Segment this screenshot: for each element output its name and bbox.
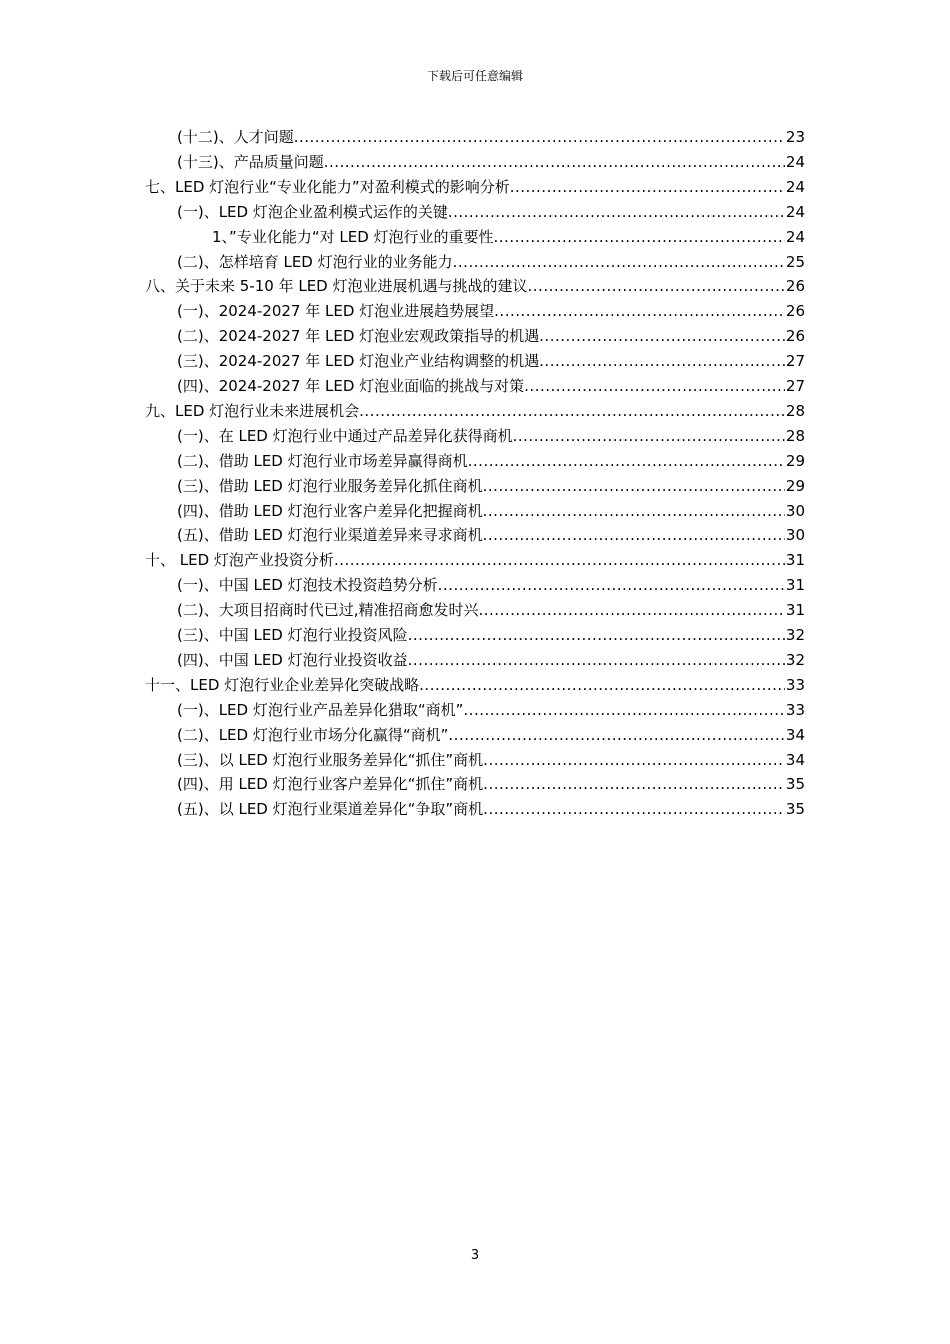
toc-entry[interactable] xyxy=(177,324,805,349)
toc-dot-leader xyxy=(494,225,785,250)
toc-entry-title: (三)、借助 LED 灯泡行业服务差异化抓住商机 xyxy=(177,476,483,495)
toc-dot-leader xyxy=(483,499,785,524)
toc-entry-page: 28 xyxy=(785,401,805,420)
toc-entry-page: 32 xyxy=(785,626,805,644)
toc-entry-title: (二)、2024-2027 年 LED 灯泡业宏观政策指导的机遇 xyxy=(177,327,540,346)
toc-entry-page: 34 xyxy=(785,725,805,744)
page-number: 3 xyxy=(470,1248,480,1263)
toc-entry-page: 24 xyxy=(785,202,805,221)
toc-entry-title: (四)、借助 LED 灯泡行业客户差异化把握商机 xyxy=(177,501,483,520)
toc-entry-title: 1、”专业化能力“对 LED 灯泡行业的重要性 xyxy=(212,227,494,246)
toc-dot-leader xyxy=(408,623,785,648)
toc-entry[interactable] xyxy=(177,499,805,524)
toc-entry[interactable] xyxy=(177,698,805,723)
toc-entry-title: (五)、以 LED 灯泡行业渠道差异化“争取”商机 xyxy=(177,800,484,819)
toc-entry-title: (二)、借助 LED 灯泡行业市场差异赢得商机 xyxy=(177,451,468,470)
toc-entry[interactable] xyxy=(177,573,805,598)
toc-entry-title: 七、LED 灯泡行业“专业化能力”对盈利模式的影响分析 xyxy=(145,177,510,196)
toc-dot-leader xyxy=(513,424,785,449)
toc-entry-page: 34 xyxy=(785,750,805,769)
toc-dot-leader xyxy=(408,648,785,673)
toc-entry-page: 30 xyxy=(785,526,805,545)
toc-entry-page: 30 xyxy=(785,501,805,520)
toc-entry-title: (三)、以 LED 灯泡行业服务差异化“抓住”商机 xyxy=(177,750,484,769)
toc-entry[interactable] xyxy=(177,349,805,374)
toc-entry-title: (四)、中国 LED 灯泡行业投资收益 xyxy=(177,650,408,669)
toc-entry-page: 31 xyxy=(785,576,805,595)
toc-entry-title: (四)、2024-2027 年 LED 灯泡业面临的挑战与对策 xyxy=(177,377,525,395)
toc-entry-title: (一)、2024-2027 年 LED 灯泡业进展趋势展望 xyxy=(177,302,495,321)
toc-entry-title: (五)、借助 LED 灯泡行业渠道差异来寻求商机 xyxy=(177,526,483,545)
toc-entry[interactable] xyxy=(177,772,805,797)
toc-entry-page: 24 xyxy=(785,177,805,196)
toc-entry[interactable] xyxy=(177,250,805,275)
toc-dot-leader xyxy=(438,573,785,598)
toc-entry-page: 33 xyxy=(785,675,805,694)
toc-entry-page: 24 xyxy=(785,152,805,171)
toc-entry[interactable] xyxy=(212,225,805,250)
toc-dot-leader xyxy=(483,748,785,773)
toc-entry-title: (一)、中国 LED 灯泡技术投资趋势分析 xyxy=(177,576,438,595)
toc-entry[interactable] xyxy=(145,673,805,698)
toc-entry-page: 27 xyxy=(785,352,805,371)
toc-entry-title: (三)、2024-2027 年 LED 灯泡业产业结构调整的机遇 xyxy=(177,352,540,371)
toc-dot-leader xyxy=(448,200,785,225)
toc-entry[interactable] xyxy=(177,723,805,748)
toc-entry-page: 35 xyxy=(785,775,805,794)
toc-entry-title: 八、关于未来 5-10 年 LED 灯泡业进展机遇与挑战的建议 xyxy=(145,277,528,296)
toc-entry-page: 28 xyxy=(785,426,805,445)
toc-dot-leader xyxy=(468,449,785,474)
toc-dot-leader xyxy=(359,399,785,424)
toc-entry-title: (一)、在 LED 灯泡行业中通过产品差异化获得商机 xyxy=(177,426,513,445)
toc-entry[interactable] xyxy=(177,125,805,150)
toc-entry-page: 26 xyxy=(785,277,805,296)
toc-entry[interactable] xyxy=(177,797,805,822)
toc-dot-leader xyxy=(483,474,785,499)
toc-dot-leader xyxy=(524,374,785,399)
toc-dot-leader xyxy=(539,324,785,349)
page-header: 下载后可任意编辑 xyxy=(426,69,523,83)
toc-dot-leader xyxy=(494,299,785,324)
toc-entry-page: 35 xyxy=(785,800,805,819)
toc-entry-title: (四)、用 LED 灯泡行业客户差异化“抓住”商机 xyxy=(177,775,484,794)
toc-dot-leader xyxy=(483,797,785,822)
toc-entry[interactable] xyxy=(177,200,805,225)
toc-entry-page: 26 xyxy=(785,302,805,321)
toc-entry[interactable] xyxy=(177,748,805,773)
toc-entry[interactable] xyxy=(177,523,805,548)
toc-dot-leader xyxy=(510,175,785,200)
toc-entry[interactable] xyxy=(177,598,805,623)
toc-entry[interactable] xyxy=(145,175,805,200)
toc-entry[interactable] xyxy=(145,274,805,299)
toc-entry-title: (十三)、产品质量问题 xyxy=(177,152,324,171)
toc-entry-title: (二)、大项目招商时代已过,精准招商愈发时兴 xyxy=(177,601,479,620)
toc-entry[interactable] xyxy=(177,150,805,175)
toc-entry-title: 九、LED 灯泡行业未来进展机会 xyxy=(145,401,360,420)
toc-entry[interactable] xyxy=(177,648,805,673)
toc-entry-page: 31 xyxy=(785,551,805,570)
toc-entry-title: (三)、中国 LED 灯泡行业投资风险 xyxy=(177,626,408,644)
toc-entry-title: 十一、LED 灯泡行业企业差异化突破战略 xyxy=(145,675,420,694)
toc-entry-title: (二)、怎样培育 LED 灯泡行业的业务能力 xyxy=(177,252,453,271)
toc-entry-page: 31 xyxy=(785,601,805,620)
toc-dot-leader xyxy=(448,723,785,748)
toc-entry[interactable] xyxy=(177,623,805,648)
toc-dot-leader xyxy=(294,125,785,150)
toc-entry[interactable] xyxy=(145,548,805,573)
toc-entry-title: (一)、LED 灯泡行业产品差异化猎取“商机” xyxy=(177,700,464,719)
toc-entry[interactable] xyxy=(177,374,805,399)
toc-dot-leader xyxy=(483,772,785,797)
toc-dot-leader xyxy=(453,250,785,275)
toc-entry-page: 23 xyxy=(785,128,805,146)
toc-dot-leader xyxy=(324,150,785,175)
toc-entry-page: 33 xyxy=(785,700,805,719)
toc-entry-page: 26 xyxy=(785,327,805,346)
toc-entry[interactable] xyxy=(177,299,805,324)
toc-dot-leader xyxy=(419,673,785,698)
toc-dot-leader xyxy=(483,523,785,548)
toc-dot-leader xyxy=(463,698,785,723)
toc-entry[interactable] xyxy=(177,474,805,499)
toc-entry-page: 32 xyxy=(785,650,805,669)
toc-entry-title: (十二)、人才问题 xyxy=(177,128,294,146)
toc-entry-title: (二)、LED 灯泡行业市场分化赢得“商机” xyxy=(177,725,449,744)
toc-entry-page: 29 xyxy=(785,451,805,470)
toc-entry[interactable] xyxy=(177,449,805,474)
toc-entry-page: 27 xyxy=(785,377,805,395)
toc-entry-page: 24 xyxy=(785,227,805,246)
toc-entry-title: (一)、LED 灯泡企业盈利模式运作的关键 xyxy=(177,202,448,221)
toc-dot-leader xyxy=(528,274,785,299)
toc-dot-leader xyxy=(478,598,784,623)
toc-entry[interactable] xyxy=(177,424,805,449)
toc-dot-leader xyxy=(539,349,785,374)
toc-entry-title: 十、 LED 灯泡产业投资分析 xyxy=(145,551,334,570)
toc-entry-page: 29 xyxy=(785,476,805,495)
toc-entry-page: 25 xyxy=(785,252,805,271)
toc-dot-leader xyxy=(334,548,785,573)
toc-entry[interactable] xyxy=(145,399,805,424)
